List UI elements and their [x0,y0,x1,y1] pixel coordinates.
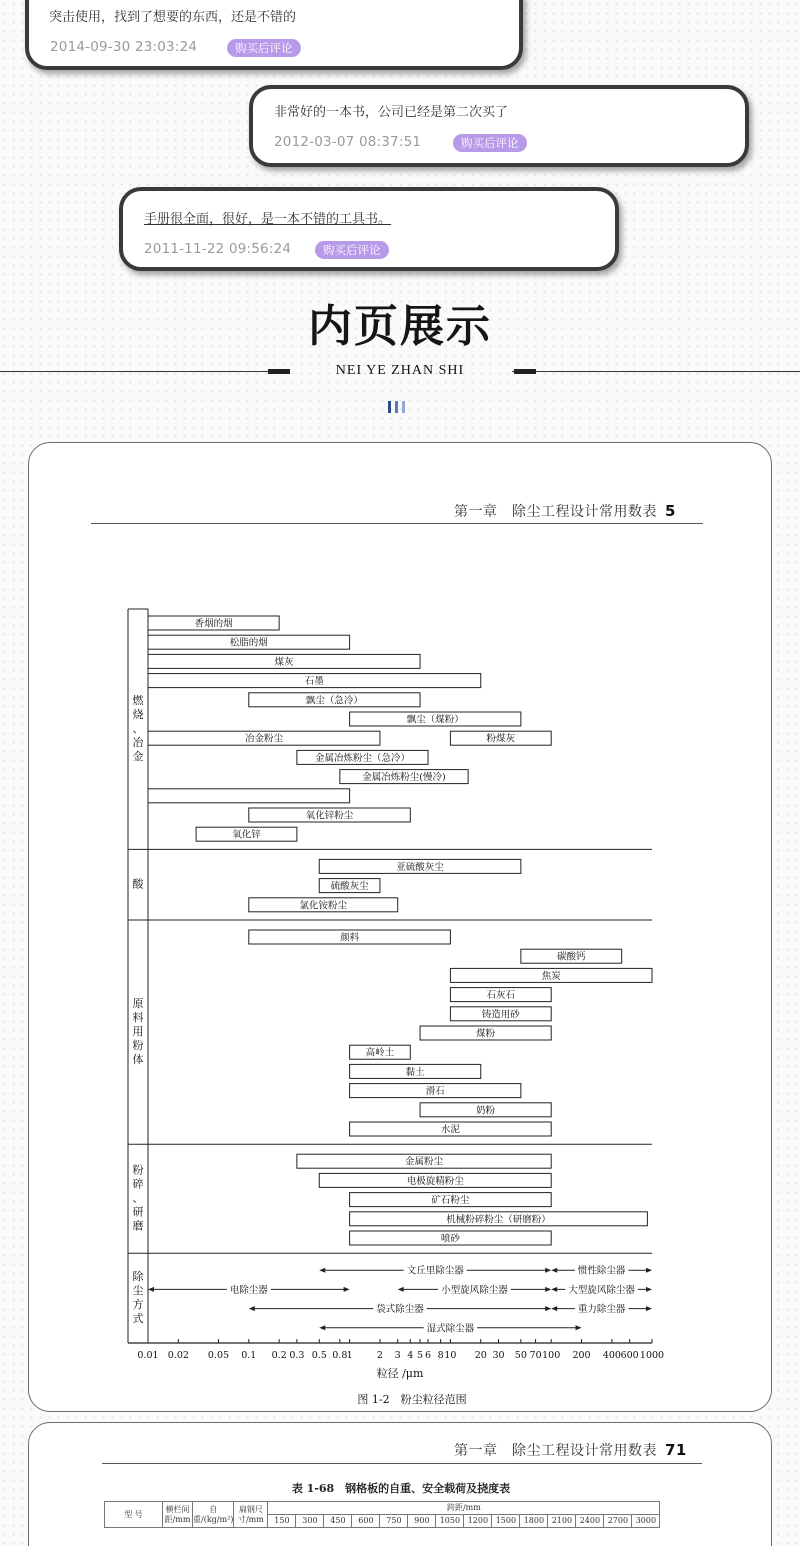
x-axis-title: 粒径 /μm [376,1367,424,1380]
range-label: 松脂的烟 [229,637,268,649]
x-tick-label: 600 [620,1350,639,1361]
x-tick-label: 200 [572,1350,591,1361]
group-label: 方 [132,1298,144,1312]
review-text: 手册很全面，很好，是一本不错的工具书。 [144,212,392,227]
table-header-cell: 型 号 [105,1502,163,1528]
page-number: 5 [665,502,676,520]
review-timestamp: 2011-11-22 09:56:24 [144,241,292,257]
span-header-cell: 150 [268,1515,296,1528]
group-label: 粉 [132,1039,144,1053]
page-number: 71 [665,1441,687,1459]
span-header-cell: 300 [296,1515,324,1528]
group-label: 金 [132,750,144,764]
range-label: 黏土 [405,1066,425,1078]
span-header-cell: 600 [352,1515,380,1528]
x-tick-label: 4 [407,1350,414,1361]
span-header-cell: 2400 [576,1515,604,1528]
range-label: 氧化锌粉尘 [305,810,354,822]
table-caption: 表 1-68 钢格板的自重、安全载荷及挠度表 [291,1482,511,1495]
arrow-head-left [319,1268,325,1273]
group-label: 碎 [132,1177,144,1191]
range-label: 飘尘（急冷） [305,695,363,707]
group-label: 尘 [132,1284,144,1298]
x-tick-label: 30 [492,1350,505,1361]
x-tick-label: 0.05 [207,1350,230,1361]
span-header-cell: 1050 [436,1515,464,1528]
range-label: 焦炭 [541,970,561,982]
x-tick-label: 0.2 [271,1350,287,1361]
group-label: 燃 [132,694,144,708]
x-tick-label: 2 [376,1350,383,1361]
span-header-cell: 1500 [492,1515,520,1528]
review-card [249,85,749,167]
range-label: 石灰石 [486,990,516,1002]
range-label: 喷砂 [440,1233,460,1245]
span-header-cell: 3000 [632,1515,660,1528]
x-tick-label: 0.3 [289,1350,305,1361]
range-label: 冶金粉尘 [244,733,283,745]
table-header-row [105,1502,660,1515]
x-tick-label: 3 [394,1350,401,1361]
arrow-head-right [576,1325,582,1330]
arrow-head-left [551,1287,557,1292]
x-tick-label: 0.8 [332,1350,348,1361]
arrow-head-left [319,1325,325,1330]
x-tick-label: 50 [514,1350,527,1361]
group-label: 研 [132,1205,144,1219]
arrow-head-left [148,1287,154,1292]
x-tick-label: 5 [417,1350,424,1361]
span-header-cell: 750 [380,1515,408,1528]
range-label: 电极旋精粉尘 [406,1175,464,1187]
range-label: 颜料 [340,932,360,944]
chapter-title: 第一章 除尘工程设计常用数表 [454,504,657,520]
span-header-cell: 1800 [520,1515,548,1528]
particle-size-chart [29,443,772,1412]
x-tick-label: 100 [542,1350,561,1361]
review-text: 非常好的一本书，公司已经是第二次买了 [274,105,509,120]
table-header-cell: 自重/(kg/m²) [193,1502,234,1528]
review-timestamp: 2012-03-07 08:37:51 [274,134,422,150]
purchase-badge: 购买后评论 [453,134,527,152]
range-label: 氧化锌 [232,829,261,841]
x-tick-label: 0.1 [241,1350,257,1361]
range-label: 香烟的烟 [194,618,233,630]
span-header-cell: 2100 [548,1515,576,1528]
range-label: 奶粉 [476,1105,496,1117]
group-label: 、 [132,1191,144,1205]
review-card [25,0,523,70]
range-label: 飘尘（煤粉） [406,714,464,726]
range-label: 矿石粉尘 [431,1195,470,1207]
x-tick-label: 1 [346,1350,353,1361]
range-label: 惯性除尘器 [577,1265,626,1277]
x-tick-label: 70 [529,1350,542,1361]
table-header-cell: 扁钢尺寸/mm [234,1502,268,1528]
range-label: 铸造用砂 [481,1009,520,1021]
x-tick-label: 400 [602,1350,621,1361]
group-label: 冶 [132,736,144,750]
range-label: 机械粉碎粉尘（研磨粉） [446,1214,551,1226]
group-label: 料 [132,1011,144,1025]
chapter-title: 第一章 除尘工程设计常用数表 [454,1443,657,1459]
range-label: 金属冶炼粉尘(慢冷) [362,772,446,784]
arrow-head-right [545,1268,551,1273]
range-label: 亚硫酸灰尘 [396,861,444,873]
group-label: 磨 [132,1219,144,1233]
range-label: 碳酸钙 [556,951,586,963]
x-tick-label: 0.5 [311,1350,327,1361]
range-label: 石墨 [304,676,324,688]
arrow-head-right [646,1268,652,1273]
range-label: 硫酸灰尘 [330,881,369,893]
data-table [104,1501,660,1528]
arrow-head-left [249,1306,255,1311]
table-header-cell: 跨距/mm [268,1502,660,1515]
range-label: 文丘里除尘器 [406,1265,464,1277]
range-label: 袋式除尘器 [376,1304,424,1316]
group-label: 用 [132,1025,144,1039]
x-tick-label: 0.02 [167,1350,189,1361]
group-label: 体 [132,1053,144,1067]
group-label: 酸 [132,877,144,891]
group-label: 、 [132,722,144,736]
group-label: 除 [132,1270,144,1284]
range-label: 煤灰 [274,656,294,668]
review-timestamp: 2014-09-30 23:03:24 [50,39,198,55]
range-label: 粉煤灰 [486,733,516,745]
purchase-badge: 购买后评论 [227,39,301,57]
group-label: 粉 [132,1163,144,1177]
span-header-cell: 450 [324,1515,352,1528]
group-label: 烧 [132,708,144,722]
range-label: 金属冶炼粉尘（急冷） [314,752,410,764]
purchase-badge: 购买后评论 [315,241,389,259]
range-label: 煤粉 [476,1028,496,1040]
range-label: 重力除尘器 [577,1304,626,1316]
group-label: 原 [132,997,144,1011]
x-tick-label: 20 [474,1350,487,1361]
page-header [454,1440,687,1460]
decor-bars-icon [388,398,409,417]
table-header-cell: 横栏间距/mm [163,1502,193,1528]
arrow-head-right [646,1287,652,1292]
range-label: 金属粉尘 [405,1156,444,1168]
chart-title: 图 1-2 粉尘粒径范围 [357,1393,467,1406]
range-label: 氯化铵粉尘 [299,900,348,912]
arrow-head-right [545,1306,551,1311]
range-bar [148,789,350,803]
range-label: 水泥 [440,1124,460,1136]
range-label: 小型旋风除尘器 [441,1284,508,1296]
book-page-preview [28,442,772,1412]
range-label: 大型旋风除尘器 [568,1284,635,1296]
group-label: 式 [132,1312,144,1326]
x-tick-label: 8 [437,1350,444,1361]
arrow-head-left [551,1268,557,1273]
arrow-head-right [545,1287,551,1292]
section-subtitle: NEI YE ZHAN SHI [335,363,465,378]
x-tick-label: 10 [444,1350,457,1361]
book-page-preview [28,1422,772,1546]
x-tick-label: 6 [425,1350,432,1361]
header-rule [102,1463,702,1464]
review-card [119,187,619,271]
arrow-head-left [398,1287,404,1292]
arrow-head-left [551,1306,557,1311]
x-tick-label: 0.01 [137,1350,159,1361]
span-header-cell: 1200 [464,1515,492,1528]
range-label: 高岭土 [365,1047,395,1059]
span-header-cell: 900 [408,1515,436,1528]
arrow-head-right [646,1306,652,1311]
x-tick-label: 1000 [639,1350,665,1361]
span-header-cell: 2700 [604,1515,632,1528]
range-label: 电除尘器 [229,1284,268,1296]
range-label: 滑石 [425,1086,445,1098]
review-text: 突击使用，找到了想要的东西，还是不错的 [49,10,297,25]
section-title: 内页展示 [308,301,492,352]
range-label: 湿式除尘器 [426,1323,475,1335]
arrow-head-right [344,1287,350,1292]
